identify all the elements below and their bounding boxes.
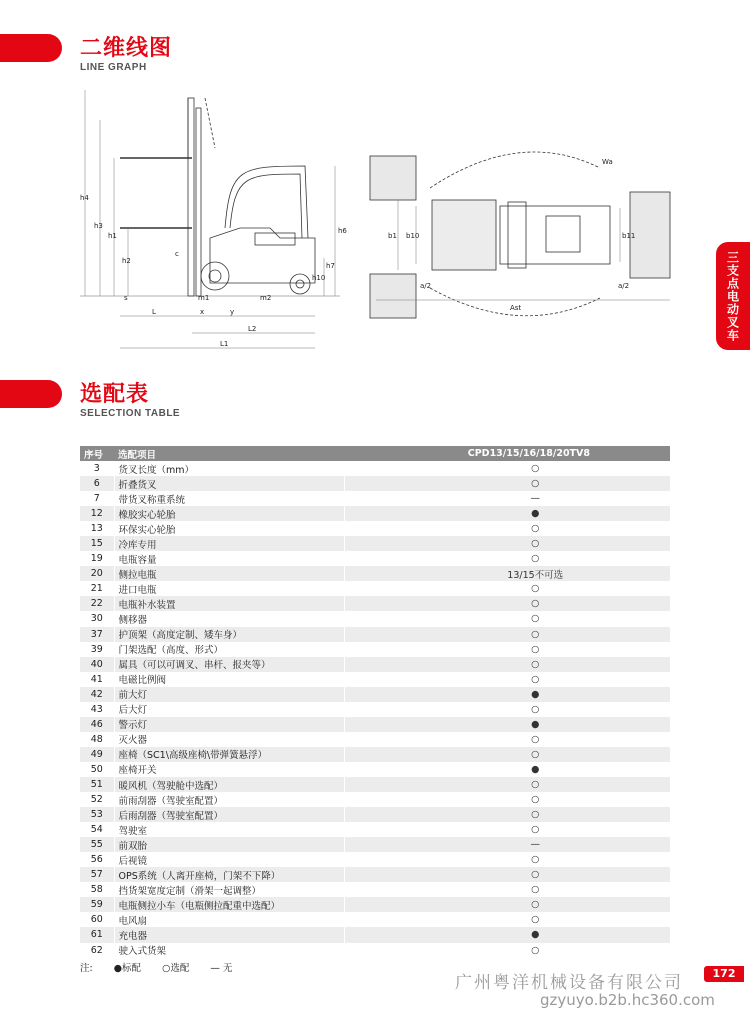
- table-row: [80, 536, 670, 551]
- category-side-tab-label: 三支点电动叉车: [725, 250, 740, 342]
- footer-company-watermark: 广州粤洋机械设备有限公司: [455, 973, 683, 993]
- label-h3: h3: [94, 222, 103, 230]
- row-item: 充电器: [114, 927, 344, 942]
- label-m2: m2: [260, 294, 272, 302]
- row-number: 62: [90, 944, 103, 956]
- row-number: 30: [90, 613, 103, 625]
- table-row: [80, 792, 670, 807]
- table-row: [80, 882, 670, 897]
- row-value: ○: [344, 852, 670, 867]
- row-number: 53: [80, 807, 114, 822]
- row-item: 暖风机（驾驶舱中选配）: [114, 777, 344, 792]
- row-number: 46: [80, 717, 114, 732]
- row-item: 护顶架（高度定制、矮车身）: [114, 627, 344, 642]
- row-number: 54: [90, 824, 103, 836]
- row-number: 3: [93, 463, 100, 475]
- row-item: 后雨刮器（驾驶室配置）: [114, 807, 344, 822]
- row-value: ●: [344, 927, 670, 942]
- category-side-tab: [716, 242, 750, 350]
- row-number: 20: [80, 566, 114, 581]
- row-number: 58: [90, 884, 103, 896]
- label-h6: h6: [338, 227, 347, 235]
- row-number: 49: [80, 747, 114, 762]
- label-l: L: [152, 308, 156, 316]
- label-s: s: [124, 294, 128, 302]
- row-item: 挡货架宽度定制（滑架一起调整）: [114, 882, 344, 897]
- table-row: [80, 852, 670, 867]
- table-row: [80, 943, 670, 958]
- row-item: 冷库专用: [114, 536, 344, 551]
- row-number: 41: [90, 673, 103, 685]
- row-value: ○: [344, 672, 670, 687]
- table-row: [80, 581, 670, 596]
- row-item: 驾驶室: [114, 822, 344, 837]
- row-number: 13: [90, 523, 103, 535]
- table-row: [80, 672, 670, 687]
- row-item: 后大灯: [114, 702, 344, 717]
- row-number: 15: [80, 536, 114, 551]
- table-row: [80, 566, 670, 581]
- row-value: ○: [344, 642, 670, 657]
- row-item: 座椅（SC1\高级座椅\带弹簧悬浮）: [114, 747, 344, 762]
- row-value: —: [344, 491, 670, 506]
- row-item: 电磁比例阀: [114, 672, 344, 687]
- row-value: ○: [344, 822, 670, 837]
- side-view: [80, 90, 340, 348]
- label-y: y: [230, 308, 235, 316]
- row-value: ○: [344, 551, 670, 566]
- table-row: [80, 867, 670, 882]
- table-row: [80, 717, 670, 732]
- row-value: 13/15不可选: [344, 566, 670, 581]
- table-row: [80, 912, 670, 927]
- legend-optional: ○选配: [162, 963, 190, 974]
- row-item: 驶入式货架: [114, 943, 344, 958]
- row-number: 52: [90, 794, 103, 806]
- row-value: ○: [344, 536, 670, 551]
- table-row: [80, 762, 670, 777]
- row-item: OPS系统（人离开座椅，门架不下降）: [114, 867, 344, 882]
- row-number: 51: [80, 777, 114, 792]
- legend-notes: [80, 960, 250, 974]
- row-item: 电风扇: [114, 912, 344, 927]
- section-title-line-graph: 二维线图: [80, 36, 173, 61]
- label-a2-left: a/2: [420, 282, 432, 290]
- table-row: [80, 596, 670, 611]
- row-value: ○: [344, 912, 670, 927]
- row-value: ○: [344, 792, 670, 807]
- row-value: ○: [344, 867, 670, 882]
- row-number: 6: [80, 476, 114, 491]
- label-b11: b11: [622, 232, 636, 240]
- row-item: 属具（可以可调叉、串杆、报夹等）: [114, 657, 344, 672]
- row-number: 42: [80, 687, 114, 702]
- table-row: [80, 687, 670, 702]
- row-number: 48: [90, 733, 103, 745]
- notes-prefix: 注:: [80, 963, 93, 974]
- row-item: 侧移器: [114, 611, 344, 626]
- row-number: 21: [90, 583, 103, 595]
- row-value: ○: [344, 702, 670, 717]
- row-value: ○: [344, 807, 670, 822]
- label-b10: b10: [406, 232, 420, 240]
- row-value: ○: [344, 611, 670, 626]
- label-h1: h1: [108, 232, 117, 240]
- label-l2: L2: [248, 325, 257, 333]
- row-number: 59: [80, 897, 114, 912]
- label-h10: h10: [312, 274, 326, 282]
- table-row: [80, 747, 670, 762]
- row-item: 前大灯: [114, 687, 344, 702]
- row-number: 19: [90, 553, 103, 565]
- section-subtitle-line-graph: LINE GRAPH: [80, 62, 147, 73]
- section-accent-bar: [0, 34, 62, 62]
- row-number: 12: [80, 506, 114, 521]
- row-number: 39: [90, 643, 103, 655]
- row-item: 前雨刮器（驾驶室配置）: [114, 792, 344, 807]
- label-wa: Wa: [602, 158, 613, 166]
- section-subtitle-selection-table: SELECTION TABLE: [80, 408, 181, 419]
- table-row: [80, 732, 670, 747]
- table-header-row: [80, 446, 670, 461]
- row-value: ○: [344, 747, 670, 762]
- table-row: [80, 521, 670, 536]
- table-row: [80, 807, 670, 822]
- row-value: ●: [344, 762, 670, 777]
- label-h2: h2: [122, 257, 131, 265]
- row-number: 37: [80, 627, 114, 642]
- label-ast: Ast: [510, 304, 522, 312]
- row-item: 座椅开关: [114, 762, 344, 777]
- label-h7: h7: [326, 262, 335, 270]
- row-value: ●: [344, 687, 670, 702]
- header-no: 序号: [80, 446, 114, 461]
- section-accent-bar-2: [0, 380, 62, 408]
- row-item: 电瓶容量: [114, 551, 344, 566]
- row-number: 60: [90, 914, 103, 926]
- row-number: 40: [80, 657, 114, 672]
- table-row: [80, 837, 670, 852]
- row-item: 门架选配（高度、形式）: [114, 642, 344, 657]
- selection-table: [80, 446, 670, 958]
- row-number: 61: [80, 927, 114, 942]
- table-row: [80, 777, 670, 792]
- row-item: 电瓶补水装置: [114, 596, 344, 611]
- row-value: —: [344, 837, 670, 852]
- row-value: ○: [344, 897, 670, 912]
- row-number: 22: [80, 596, 114, 611]
- row-item: 进口电瓶: [114, 581, 344, 596]
- table-row: [80, 461, 670, 476]
- row-item: 后视镜: [114, 852, 344, 867]
- row-item: 电瓶侧拉小车（电瓶侧拉配重中选配）: [114, 897, 344, 912]
- row-item: 环保实心轮胎: [114, 521, 344, 536]
- legend-standard: ●标配: [113, 963, 142, 974]
- row-value: ○: [344, 476, 670, 491]
- row-value: ○: [344, 596, 670, 611]
- row-value: ○: [344, 581, 670, 596]
- row-item: 前双胎: [114, 837, 344, 852]
- row-value: ●: [344, 506, 670, 521]
- row-value: ○: [344, 521, 670, 536]
- label-x: x: [200, 308, 205, 316]
- table-row: [80, 491, 670, 506]
- row-value: ○: [344, 657, 670, 672]
- row-number: 50: [90, 763, 103, 775]
- table-row: [80, 551, 670, 566]
- row-number: 43: [90, 703, 103, 715]
- row-item: 带货叉称重系统: [114, 491, 344, 506]
- table-row: [80, 627, 670, 642]
- page-number: 172: [704, 966, 744, 982]
- row-value: ○: [344, 627, 670, 642]
- row-item: 侧拉电瓶: [114, 566, 344, 581]
- row-item: 灭火器: [114, 732, 344, 747]
- row-item: 橡胶实心轮胎: [114, 506, 344, 521]
- table-row: [80, 702, 670, 717]
- section-title-selection-table: 选配表: [80, 382, 150, 407]
- table-row: [80, 476, 670, 491]
- row-number: 57: [80, 867, 114, 882]
- row-number: 56: [90, 854, 103, 866]
- row-number: 55: [80, 837, 114, 852]
- label-b1: b1: [388, 232, 397, 240]
- label-l1: L1: [220, 340, 229, 348]
- table-row: [80, 897, 670, 912]
- label-a2-right: a/2: [618, 282, 630, 290]
- row-value: ○: [344, 732, 670, 747]
- table-row: [80, 611, 670, 626]
- forklift-line-drawing: [80, 88, 720, 363]
- table-row: [80, 506, 670, 521]
- row-value: ○: [344, 882, 670, 897]
- label-h4: h4: [80, 194, 89, 202]
- row-item: 折叠货叉: [114, 476, 344, 491]
- row-number: 7: [93, 493, 100, 505]
- header-item: 选配项目: [114, 446, 344, 461]
- row-item: 警示灯: [114, 717, 344, 732]
- label-c: c: [175, 250, 179, 258]
- table-row: [80, 822, 670, 837]
- table-row: [80, 927, 670, 942]
- table-row: [80, 657, 670, 672]
- legend-none: — 无: [210, 963, 233, 974]
- row-value: ○: [344, 461, 670, 476]
- footer-url-watermark: gzyuyo.b2b.hc360.com: [540, 991, 715, 1009]
- row-value: ○: [344, 943, 670, 958]
- label-m1: m1: [198, 294, 210, 302]
- table-row: [80, 642, 670, 657]
- row-item: 货叉长度（mm）: [114, 461, 344, 476]
- header-model: CPD13/15/16/18/20TV8: [344, 446, 670, 461]
- row-value: ○: [344, 777, 670, 792]
- row-value: ●: [344, 717, 670, 732]
